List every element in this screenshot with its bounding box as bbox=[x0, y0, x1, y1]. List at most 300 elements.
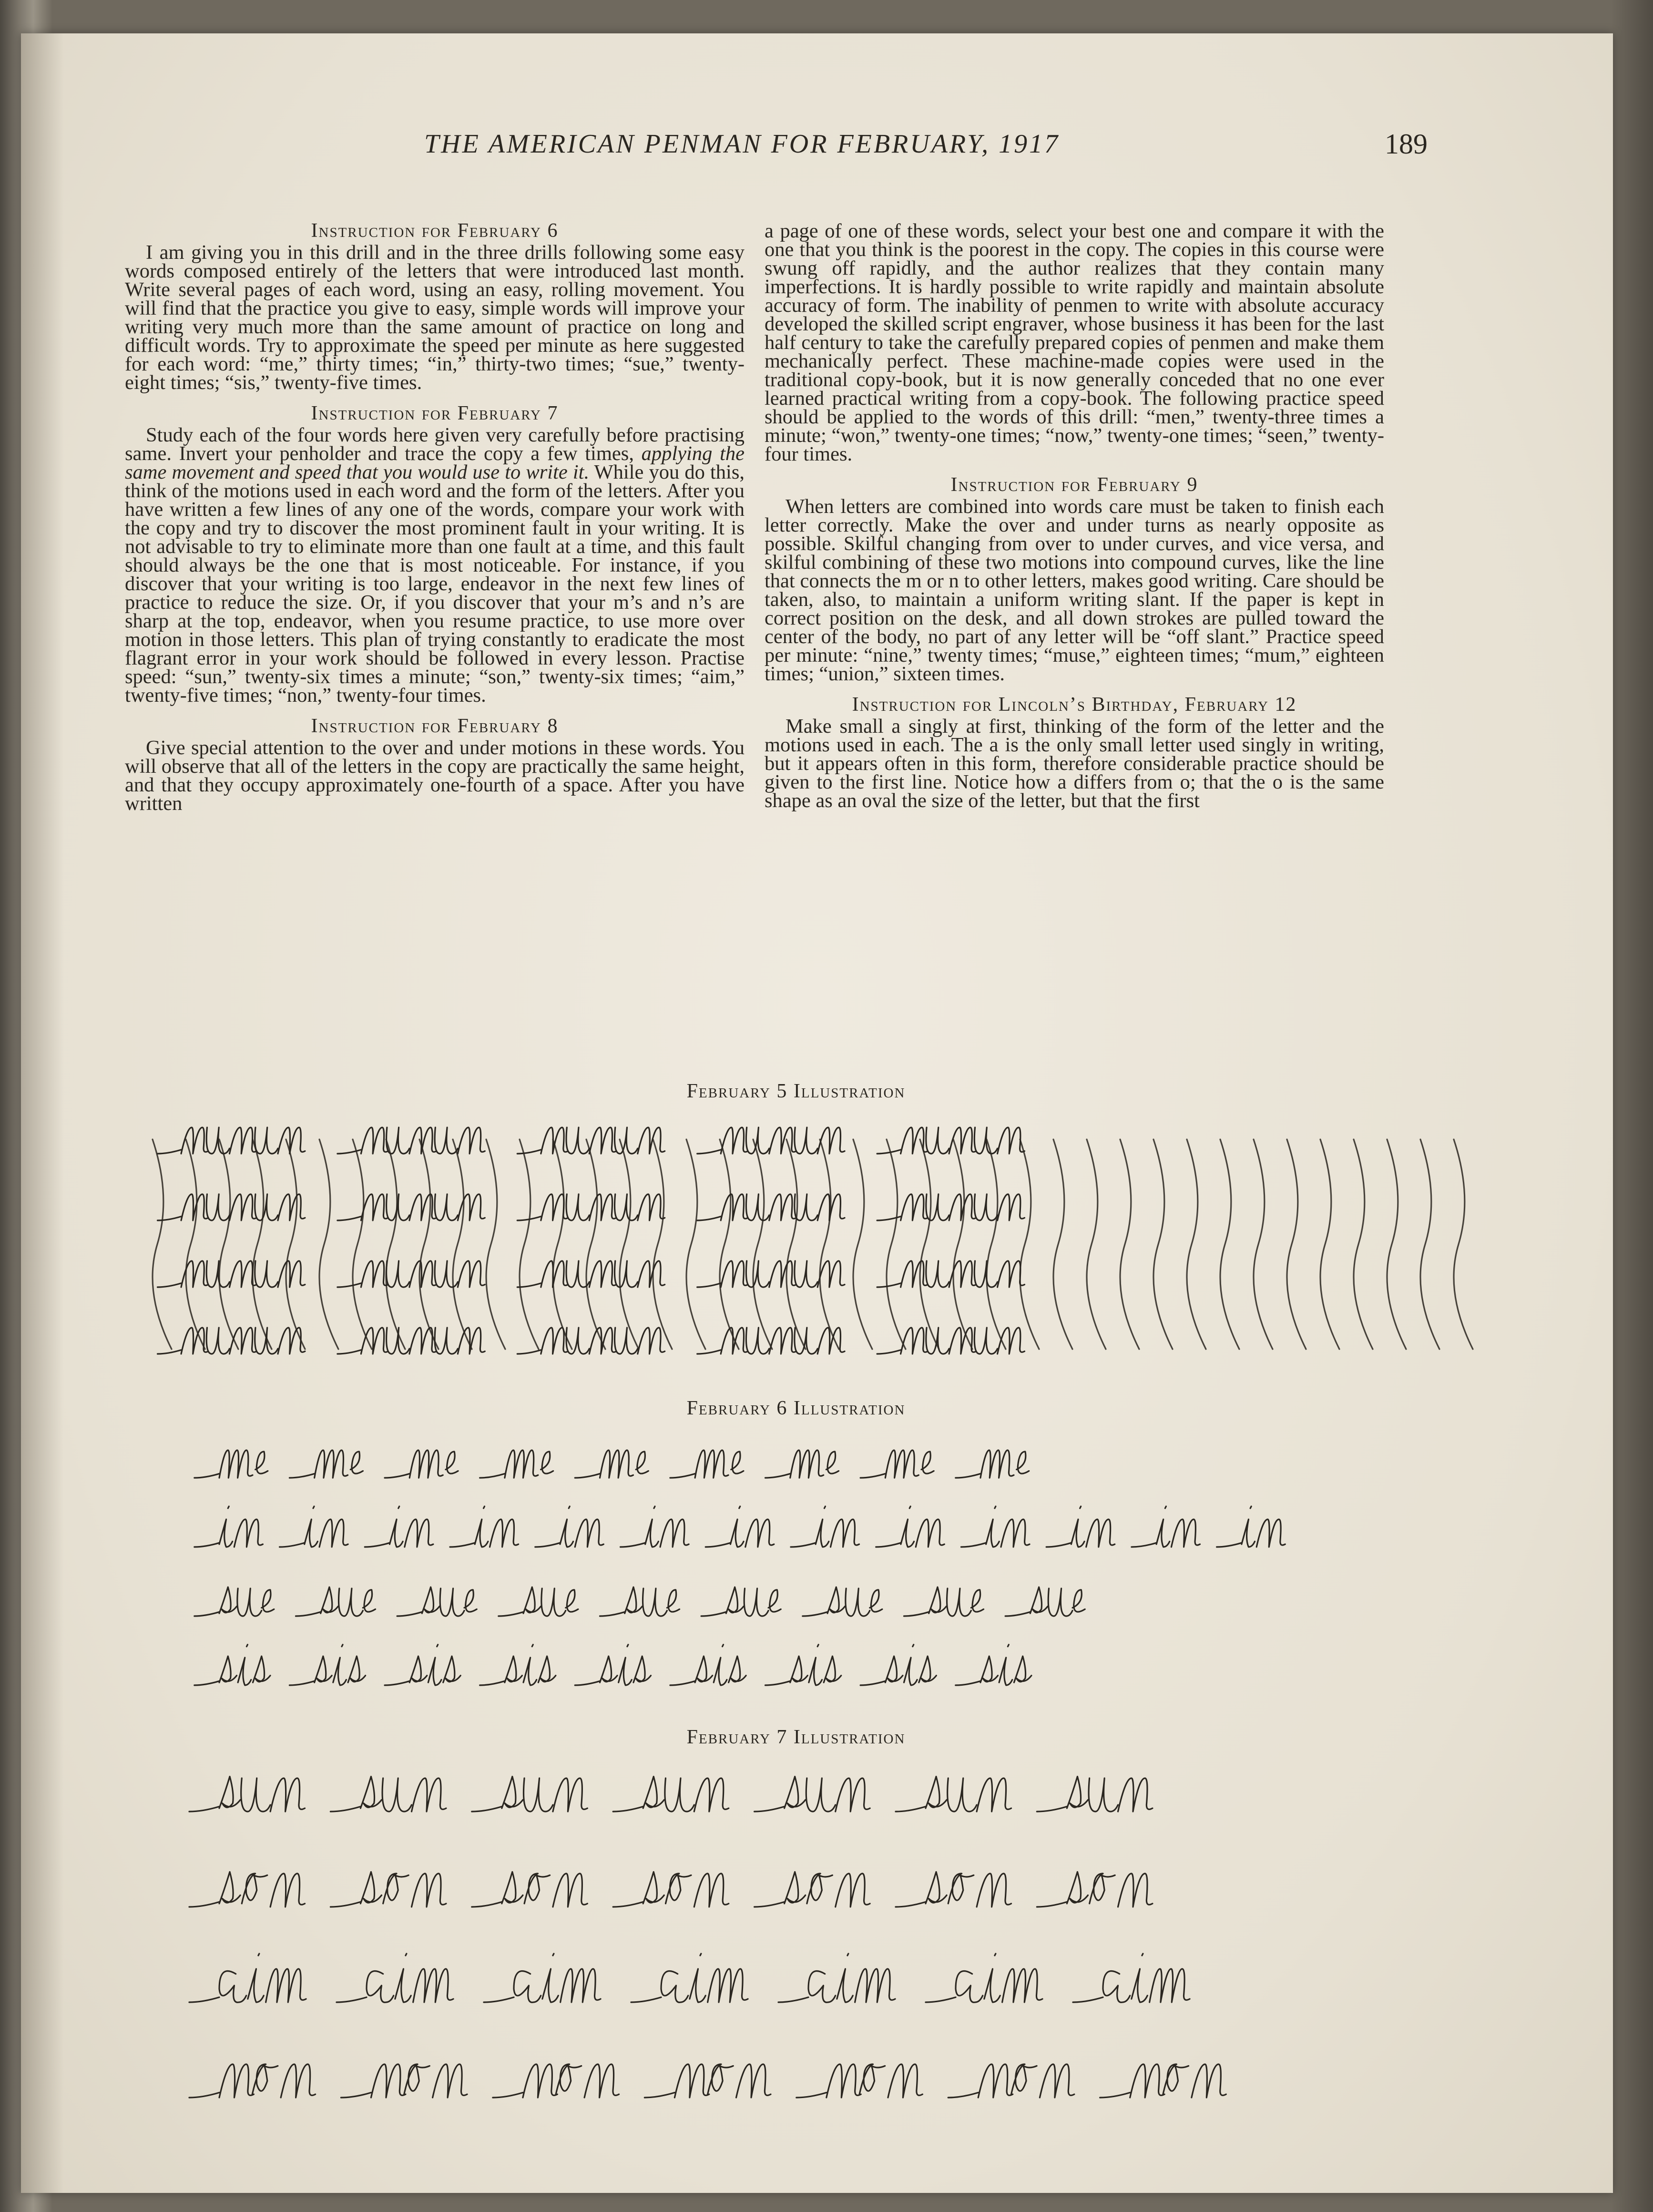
feb6-sis-lead-in bbox=[480, 1681, 505, 1685]
feb6-sue-letter-s bbox=[219, 1587, 237, 1613]
feb7-non-lead-in bbox=[189, 2093, 219, 2098]
feb7-aim-letter-i bbox=[1132, 1954, 1147, 2002]
feb6-me-lead-in bbox=[480, 1474, 505, 1478]
feb5-vertical-stroke bbox=[987, 1139, 1006, 1349]
feb5-row2-letter-u bbox=[206, 1261, 229, 1287]
feb5-row3-letter-u bbox=[435, 1328, 458, 1354]
feb5-vertical-stroke bbox=[586, 1139, 605, 1349]
feb6-sis-letter-i bbox=[999, 1645, 1012, 1685]
feb6-in-letter-n bbox=[1001, 1519, 1030, 1547]
feb7-non-letter-n bbox=[888, 2064, 922, 2098]
feb6-in-lead-in bbox=[1217, 1543, 1242, 1547]
heading-feb9: Instruction for February 9 bbox=[950, 474, 1198, 496]
feb6-sis-letter-s bbox=[219, 1656, 237, 1682]
heading-feb7: Instruction for February 7 bbox=[311, 402, 559, 424]
feb7-aim-lead-in bbox=[484, 1997, 514, 2003]
feb7-aim-letter-i bbox=[690, 1954, 705, 2002]
feb6-sis-letter-i bbox=[238, 1645, 251, 1685]
feb6-sis-letter-s bbox=[443, 1656, 461, 1682]
feb6-in-letter-i bbox=[901, 1506, 914, 1547]
feb5-row1-letter-n bbox=[361, 1194, 388, 1220]
feb7-son-lead-in bbox=[1037, 1902, 1067, 1907]
feb7-non-letter-n bbox=[219, 2064, 254, 2098]
feb6-sis-letter-i bbox=[333, 1645, 347, 1685]
feb6-sis-letter-s bbox=[919, 1656, 937, 1682]
feb7-son-letter-o bbox=[948, 1874, 974, 1904]
feb6-me-letter-m bbox=[885, 1450, 918, 1478]
feb7-aim-lead-in bbox=[1073, 1997, 1103, 2003]
feb6-in-lead-in bbox=[876, 1543, 901, 1547]
feb5-row3-letter-n bbox=[769, 1328, 796, 1354]
feb6-sue-lead-in bbox=[701, 1612, 726, 1616]
feb5-row0-letter-n bbox=[589, 1127, 616, 1154]
feb7-son-letter-s bbox=[643, 1872, 664, 1904]
feb7-aim-letter-m bbox=[561, 1969, 601, 2002]
feb6-me-lead-in bbox=[194, 1474, 219, 1478]
feb7-aim-letter-i bbox=[248, 1954, 264, 2002]
feb5-row1-letter-u bbox=[746, 1194, 769, 1220]
feb7-non-letter-n bbox=[1130, 2064, 1164, 2098]
feb7-aim-letter-a bbox=[1103, 1971, 1130, 2003]
feb7-aim-lead-in bbox=[189, 1997, 219, 2003]
feb6-sue-lead-in bbox=[296, 1612, 320, 1616]
feb5-row2-letter-u bbox=[926, 1261, 949, 1287]
feb6-in-lead-in bbox=[535, 1543, 560, 1547]
feb6-sis-letter-s bbox=[505, 1656, 522, 1682]
feb6-sis-letter-s bbox=[315, 1656, 332, 1682]
feb5-vertical-stroke bbox=[1420, 1139, 1439, 1349]
feb7-sun-letter-n bbox=[836, 1778, 870, 1812]
feb6-sue-lead-in bbox=[397, 1612, 422, 1616]
feb7-son-letter-o bbox=[524, 1874, 550, 1904]
feb5-row3-letter-u bbox=[974, 1328, 997, 1354]
feb6-in-letter-n bbox=[319, 1519, 348, 1547]
feb6-sis-lead-in bbox=[575, 1681, 600, 1685]
feb6-in-letter-i bbox=[475, 1506, 488, 1547]
feb6-sue-letter-s bbox=[929, 1587, 947, 1613]
feb7-aim-letter-a bbox=[808, 1971, 836, 2003]
feb6-sis-lead-in bbox=[860, 1681, 885, 1685]
feb5-row1-letter-u bbox=[206, 1194, 229, 1220]
feb6-sis-letter-s bbox=[824, 1656, 841, 1682]
feb6-sue-lead-in bbox=[1005, 1612, 1030, 1616]
feb6-sue-letter-s bbox=[1030, 1587, 1048, 1613]
feb5-row1-letter-u bbox=[435, 1194, 458, 1220]
feb6-sue-lead-in bbox=[194, 1612, 219, 1616]
paragraph-feb7-emphasis: applying the same movement and speed that you would use to write it. bbox=[125, 442, 745, 483]
feb6-sis-lead-in bbox=[194, 1681, 219, 1685]
feb5-row0-lead-in bbox=[158, 1150, 182, 1154]
feb5-row1-letter-n bbox=[769, 1194, 796, 1220]
feb5-vertical-stroke bbox=[186, 1139, 205, 1349]
feb5-row3-lead-in bbox=[337, 1350, 361, 1354]
feb6-sis-letter-s bbox=[409, 1656, 427, 1682]
feb5-vertical-stroke bbox=[1187, 1139, 1206, 1349]
feb5-vertical-stroke bbox=[419, 1139, 439, 1349]
feb5-row3-letter-u bbox=[566, 1328, 589, 1354]
feb7-aim-letter-m bbox=[413, 1969, 453, 2002]
feb5-row3-lead-in bbox=[517, 1350, 541, 1354]
feb7-sun-lead-in bbox=[896, 1807, 926, 1812]
feb5-row0-letter-u bbox=[614, 1127, 637, 1154]
feb5-row3-letter-u bbox=[387, 1328, 409, 1354]
feb5-row3-letter-n bbox=[181, 1328, 208, 1354]
feb5-vertical-stroke bbox=[319, 1139, 338, 1349]
right-column bbox=[765, 222, 1384, 822]
page-gutter-shadow bbox=[21, 33, 64, 2193]
feb5-vertical-stroke bbox=[953, 1139, 972, 1349]
feb5-row0-letter-u bbox=[206, 1127, 229, 1154]
feb5-row0-letter-n bbox=[721, 1127, 748, 1154]
paragraph-feb9: When letters are combined into words care must be taken to finish each letter correctly. Make the over and under turns as nearly opposite as possible. Skilful changing from over to under curves, and vice versa, and skilful combining of these two motions into compound curves, like the line that connects the m or n to other letters, makes good writing. Care should be taken, also, to maintain a uniform writing slant. If the paper is kept in correct position on the desk, and all down strokes are pulled toward the center of the body, no part of any letter will be “off slant.” Practice speed per minute: “nine,” twenty times; “muse,” eighteen times; “mum,” eighteen times; “union,” sixteen times. bbox=[765, 495, 1384, 685]
feb5-row3-letter-n bbox=[901, 1328, 928, 1354]
feb7-sun-letter-s bbox=[1067, 1777, 1088, 1809]
feb5-row1-letter-n bbox=[998, 1194, 1025, 1220]
feb7-aim-lead-in bbox=[631, 1997, 661, 2003]
feb7-sun-letter-s bbox=[785, 1777, 806, 1809]
feb7-sun-lead-in bbox=[189, 1807, 219, 1812]
feb7-son-lead-in bbox=[189, 1902, 219, 1907]
feb6-sis-letter-s bbox=[348, 1656, 366, 1682]
paragraph-feb7 bbox=[125, 426, 745, 705]
feb6-me-lead-in bbox=[765, 1474, 790, 1478]
feb7-non-letter-o bbox=[404, 2064, 430, 2094]
feb6-sue-letter-e bbox=[464, 1590, 477, 1612]
feb5-row2-lead-in bbox=[158, 1283, 182, 1287]
feb6-sue-letter-u bbox=[237, 1588, 262, 1616]
feb5-row1-letter-u bbox=[566, 1194, 589, 1220]
feb6-sis-letter-i bbox=[523, 1645, 537, 1685]
feb6-in-lead-in bbox=[1046, 1543, 1071, 1547]
feb6-in-letter-i bbox=[816, 1506, 829, 1547]
feb5-vertical-stroke bbox=[1387, 1139, 1406, 1349]
feb7-sun-letter-s bbox=[219, 1777, 240, 1809]
feb7-sun-letter-n bbox=[270, 1778, 305, 1812]
feb5-row0-letter-n bbox=[769, 1127, 796, 1154]
feb6-me-lead-in bbox=[956, 1474, 980, 1478]
feb5-row1-lead-in bbox=[158, 1217, 182, 1220]
feb7-son-letter-n bbox=[553, 1874, 587, 1907]
feb7-non-letter-n bbox=[371, 2064, 405, 2098]
feb7-aim-letter-m bbox=[1150, 1969, 1190, 2002]
feb7-non-letter-n bbox=[584, 2064, 619, 2098]
feb5-vertical-stroke bbox=[1053, 1139, 1072, 1349]
feb5-row2-letter-n bbox=[998, 1261, 1025, 1287]
feb6-sue-letter-e bbox=[667, 1590, 679, 1612]
feb7-son-lead-in bbox=[613, 1902, 643, 1907]
feb7-sun-letter-u bbox=[241, 1778, 270, 1812]
feb5-row3-lead-in bbox=[158, 1350, 182, 1354]
feb7-sun-letter-n bbox=[977, 1778, 1011, 1812]
feb6-in-letter-i bbox=[645, 1506, 659, 1547]
feb7-sun-letter-u bbox=[948, 1778, 977, 1812]
feb6-in-letter-n bbox=[916, 1519, 944, 1547]
feb6-in-letter-n bbox=[745, 1519, 774, 1547]
feb5-row2-lead-in bbox=[517, 1283, 541, 1287]
feb7-non-letter-n bbox=[433, 2064, 467, 2098]
feb6-me-letter-m bbox=[695, 1450, 728, 1478]
feb5-vertical-stroke bbox=[753, 1139, 772, 1349]
feb6-sue-letter-u bbox=[947, 1588, 971, 1616]
feb6-sue-letter-s bbox=[827, 1587, 845, 1613]
feb6-sue-letter-e bbox=[262, 1590, 274, 1612]
feb7-sun-letter-s bbox=[360, 1777, 381, 1809]
feb5-vertical-stroke bbox=[1254, 1139, 1273, 1349]
feb6-in-letter-n bbox=[831, 1519, 859, 1547]
feb6-in-letter-i bbox=[986, 1506, 1000, 1547]
feb7-sun-letter-u bbox=[523, 1778, 552, 1812]
feb7-non-letter-o bbox=[556, 2064, 582, 2094]
feb5-row1-lead-in bbox=[337, 1217, 361, 1220]
feb7-aim-lead-in bbox=[926, 1997, 956, 2003]
paragraph-feb8-continued: a page of one of these words, select your best one and compare it with the one that you think is the poorest in the copy. The copies in this course were swung off rapidly, and the author realizes that they contain many imperfections. It is hardly possible to write rapidly and maintain absolute accuracy of form. The inability of penmen to write with absolute accuracy developed the skilled script engraver, whose business it has been for the last half century to take the carefully prepared copies of penmen and make them mechanically perfect. These machine-made copies were used in the traditional copy-book, but it is now generally conceded that no one ever learned practical writing from a copy-book. The following practice speed should be applied to the words of this drill: “men,” twenty-three times a minute; “won,” twenty-one times; “now,” twenty-one times; “seen,” twenty-four times. bbox=[765, 220, 1384, 465]
feb5-vertical-stroke bbox=[286, 1139, 305, 1349]
feb5-vertical-stroke bbox=[1120, 1139, 1139, 1349]
feb5-row2-letter-u bbox=[746, 1261, 769, 1287]
feb5-row2-lead-in bbox=[697, 1283, 721, 1287]
feb5-vertical-stroke bbox=[1220, 1139, 1239, 1349]
feb7-non-lead-in bbox=[644, 2093, 674, 2098]
feb5-vertical-stroke bbox=[786, 1139, 806, 1349]
left-column bbox=[125, 222, 745, 825]
feb5-row2-letter-n bbox=[278, 1261, 305, 1287]
feb7-non-lead-in bbox=[493, 2093, 523, 2098]
feb6-sis-lead-in bbox=[765, 1681, 790, 1685]
feb6-sis-letter-s bbox=[633, 1656, 651, 1682]
feb6-in-letter-i bbox=[730, 1506, 744, 1547]
feb5-row3-lead-in bbox=[697, 1350, 721, 1354]
feb5-row1-letter-n bbox=[278, 1194, 305, 1220]
feb7-son-letter-n bbox=[836, 1874, 870, 1907]
feb7-son-letter-s bbox=[360, 1872, 381, 1904]
feb7-son-letter-s bbox=[926, 1872, 947, 1904]
feb6-sis-letter-s bbox=[600, 1656, 617, 1682]
feb7-aim-lead-in bbox=[778, 1997, 808, 2003]
feb5-row0-lead-in bbox=[517, 1150, 541, 1154]
feb5-row2-letter-n bbox=[541, 1261, 568, 1287]
feb7-aim-letter-m bbox=[1002, 1969, 1042, 2002]
feb5-row2-letter-u bbox=[974, 1261, 997, 1287]
feb6-sis-letter-i bbox=[904, 1645, 917, 1685]
feb7-non-letter-o bbox=[252, 2064, 278, 2094]
feb5-row3-letter-n bbox=[229, 1328, 256, 1354]
feb6-sis-letter-s bbox=[695, 1656, 713, 1682]
feb7-son-letter-s bbox=[219, 1872, 240, 1904]
feb7-non-letter-n bbox=[523, 2064, 557, 2098]
feb6-in-letter-n bbox=[405, 1519, 433, 1547]
feb6-me-lead-in bbox=[385, 1474, 409, 1478]
feb6-sis-letter-s bbox=[1014, 1656, 1031, 1682]
feb5-row2-letter-n bbox=[901, 1261, 928, 1287]
feb5-row3-letter-n bbox=[949, 1328, 976, 1354]
feb5-row1-letter-n bbox=[409, 1194, 437, 1220]
page-number: 189 bbox=[1385, 128, 1428, 160]
feb6-in-letter-i bbox=[1071, 1506, 1084, 1547]
feb6-sis-lead-in bbox=[956, 1681, 980, 1685]
feb6-in-lead-in bbox=[791, 1543, 816, 1547]
feb5-vertical-stroke bbox=[853, 1139, 872, 1349]
feb6-sis-letter-s bbox=[538, 1656, 556, 1682]
heading-feb8: Instruction for February 8 bbox=[311, 715, 559, 737]
feb6-in-letter-n bbox=[234, 1519, 263, 1547]
feb7-non-letter-n bbox=[736, 2064, 771, 2098]
feb6-me-letter-m bbox=[409, 1450, 443, 1478]
feb7-non-letter-n bbox=[1040, 2064, 1074, 2098]
feb5-row0-letter-n bbox=[229, 1127, 256, 1154]
feb5-row2-lead-in bbox=[337, 1283, 361, 1287]
feb6-sue-letter-s bbox=[726, 1587, 744, 1613]
feb5-vertical-stroke bbox=[887, 1139, 906, 1349]
feb5-row3-letter-n bbox=[278, 1328, 305, 1354]
feb6-in-letter-n bbox=[490, 1519, 519, 1547]
feb6-in-letter-n bbox=[660, 1519, 689, 1547]
feb7-sun-lead-in bbox=[330, 1807, 360, 1812]
feb5-vertical-stroke bbox=[219, 1139, 238, 1349]
feb5-row1-letter-n bbox=[229, 1194, 256, 1220]
feb7-strokes bbox=[189, 1777, 1226, 2098]
feb6-me-letter-e bbox=[350, 1452, 363, 1474]
feb5-strokes bbox=[153, 1127, 1473, 1354]
feb6-sue-letter-e bbox=[870, 1590, 882, 1612]
feb6-sis-lead-in bbox=[385, 1681, 409, 1685]
feb7-sun-letter-s bbox=[502, 1777, 523, 1809]
feb5-row1-letter-u bbox=[974, 1194, 997, 1220]
feb6-in-lead-in bbox=[280, 1543, 305, 1547]
feb5-row2-lead-in bbox=[877, 1283, 901, 1287]
feb6-me-letter-e bbox=[255, 1452, 268, 1474]
feb5-row2-letter-u bbox=[435, 1261, 458, 1287]
feb7-non-letter-o bbox=[1011, 2064, 1037, 2094]
feb7-non-lead-in bbox=[1100, 2093, 1130, 2098]
feb7-sun-letter-u bbox=[1089, 1778, 1118, 1812]
feb6-sue-lead-in bbox=[499, 1612, 523, 1616]
feb7-non-letter-n bbox=[674, 2064, 709, 2098]
feb6-sue-letter-s bbox=[422, 1587, 439, 1613]
feb6-sue-letter-u bbox=[541, 1588, 566, 1616]
feb6-sue-letter-u bbox=[643, 1588, 667, 1616]
feb6-in-letter-n bbox=[575, 1519, 603, 1547]
feb5-vertical-stroke bbox=[820, 1139, 839, 1349]
feb7-son-letter-o bbox=[1090, 1874, 1115, 1904]
feb6-me-letter-m bbox=[980, 1450, 1014, 1478]
feb5-row2-letter-n bbox=[589, 1261, 616, 1287]
feb5-row1-letter-n bbox=[589, 1194, 616, 1220]
feb5-vertical-stroke bbox=[1320, 1139, 1339, 1349]
feb7-non-lead-in bbox=[796, 2093, 826, 2098]
feb5-vertical-stroke bbox=[920, 1139, 939, 1349]
feb5-row0-letter-n bbox=[361, 1127, 388, 1154]
feb5-row0-letter-u bbox=[255, 1127, 278, 1154]
feb5-row0-lead-in bbox=[877, 1150, 901, 1154]
feb6-me-lead-in bbox=[860, 1474, 885, 1478]
feb5-vertical-stroke bbox=[653, 1139, 672, 1349]
feb5-vertical-stroke bbox=[520, 1139, 539, 1349]
illustration-feb7 bbox=[181, 1759, 1420, 2164]
feb6-in-lead-in bbox=[705, 1543, 730, 1547]
feb5-row3-letter-n bbox=[361, 1328, 388, 1354]
feb6-sue-lead-in bbox=[600, 1612, 624, 1616]
feb5-row1-letter-n bbox=[181, 1194, 208, 1220]
feb5-vertical-stroke bbox=[353, 1139, 372, 1349]
illustration-feb5 bbox=[143, 1111, 1516, 1378]
feb6-me-letter-m bbox=[219, 1450, 253, 1478]
feb5-vertical-stroke bbox=[1153, 1139, 1173, 1349]
feb6-sue-lead-in bbox=[904, 1612, 929, 1616]
feb6-me-lead-in bbox=[575, 1474, 600, 1478]
caption-feb5: February 5 Illustration bbox=[686, 1080, 906, 1102]
feb6-sue-letter-u bbox=[744, 1588, 768, 1616]
feb5-vertical-stroke bbox=[153, 1139, 172, 1349]
feb6-sis-letter-s bbox=[253, 1656, 270, 1682]
paragraph-lincoln: Make small a singly at first, thinking of the form of the letter and the motions used in each. The a is the only small letter used singly in writing, but it appears often in this form, therefore considerable practice should be given to the first line. Notice how a differs from o; that the o is the same shape as an oval the size of the letter, but that the first bbox=[765, 715, 1384, 812]
feb7-sun-letter-n bbox=[412, 1778, 446, 1812]
feb5-row2-letter-n bbox=[769, 1261, 796, 1287]
feb5-row1-letter-n bbox=[949, 1194, 976, 1220]
feb6-sue-letter-e bbox=[1072, 1590, 1085, 1612]
feb5-row0-letter-u bbox=[435, 1127, 458, 1154]
feb7-son-letter-n bbox=[694, 1874, 728, 1907]
feb5-row2-letter-n bbox=[361, 1261, 388, 1287]
feb5-vertical-stroke bbox=[1020, 1139, 1039, 1349]
feb5-row3-letter-u bbox=[926, 1328, 949, 1354]
feb7-non-letter-o bbox=[859, 2064, 885, 2094]
illustration-feb6 bbox=[181, 1430, 1468, 1716]
paragraph-feb7-part-a: Study each of the four words here given very carefully before practising same. Invert your penholder and trace the copy a few times, bbox=[125, 424, 745, 465]
feb6-sue-letter-e bbox=[971, 1590, 983, 1612]
feb6-in-letter-i bbox=[305, 1506, 318, 1547]
feb7-non-letter-o bbox=[708, 2064, 734, 2094]
feb6-in-letter-i bbox=[389, 1506, 403, 1547]
feb6-in-lead-in bbox=[450, 1543, 475, 1547]
feb7-son-letter-o bbox=[383, 1874, 409, 1904]
feb6-in-lead-in bbox=[621, 1543, 645, 1547]
feb5-row0-letter-n bbox=[817, 1127, 845, 1154]
feb7-aim-letter-a bbox=[661, 1971, 688, 2003]
feb5-vertical-stroke bbox=[386, 1139, 405, 1349]
feb5-row2-letter-n bbox=[638, 1261, 665, 1287]
feb5-row3-letter-n bbox=[998, 1328, 1025, 1354]
feb5-row3-letter-u bbox=[206, 1328, 229, 1354]
feb7-son-letter-n bbox=[412, 1874, 446, 1907]
feb5-row3-letter-n bbox=[541, 1328, 568, 1354]
feb5-vertical-stroke bbox=[620, 1139, 639, 1349]
feb7-son-lead-in bbox=[896, 1902, 926, 1907]
feb7-sun-lead-in bbox=[755, 1807, 785, 1812]
feb7-sun-letter-u bbox=[382, 1778, 411, 1812]
feb5-row1-letter-n bbox=[721, 1194, 748, 1220]
feb7-son-lead-in bbox=[330, 1902, 360, 1907]
feb7-son-lead-in bbox=[472, 1902, 502, 1907]
feb7-son-letter-n bbox=[1118, 1874, 1153, 1907]
feb7-sun-lead-in bbox=[1037, 1807, 1067, 1812]
feb7-aim-letter-a bbox=[514, 1971, 541, 2003]
feb6-sis-letter-i bbox=[619, 1645, 632, 1685]
feb5-row0-letter-n bbox=[458, 1127, 485, 1154]
feb5-row2-letter-n bbox=[181, 1261, 208, 1287]
feb5-row2-letter-u bbox=[387, 1261, 409, 1287]
feb7-son-letter-s bbox=[502, 1872, 523, 1904]
heading-feb6: Instruction for February 6 bbox=[311, 220, 559, 242]
feb7-aim-letter-i bbox=[542, 1954, 558, 2002]
feb7-son-letter-o bbox=[242, 1874, 267, 1904]
feb7-non-lead-in bbox=[948, 2093, 978, 2098]
feb6-sue-letter-s bbox=[321, 1587, 338, 1613]
feb6-sis-letter-s bbox=[790, 1656, 808, 1682]
feb6-sue-lead-in bbox=[803, 1612, 827, 1616]
feb5-row0-letter-u bbox=[926, 1127, 949, 1154]
feb5-row0-lead-in bbox=[697, 1150, 721, 1154]
feb5-row3-letter-u bbox=[746, 1328, 769, 1354]
